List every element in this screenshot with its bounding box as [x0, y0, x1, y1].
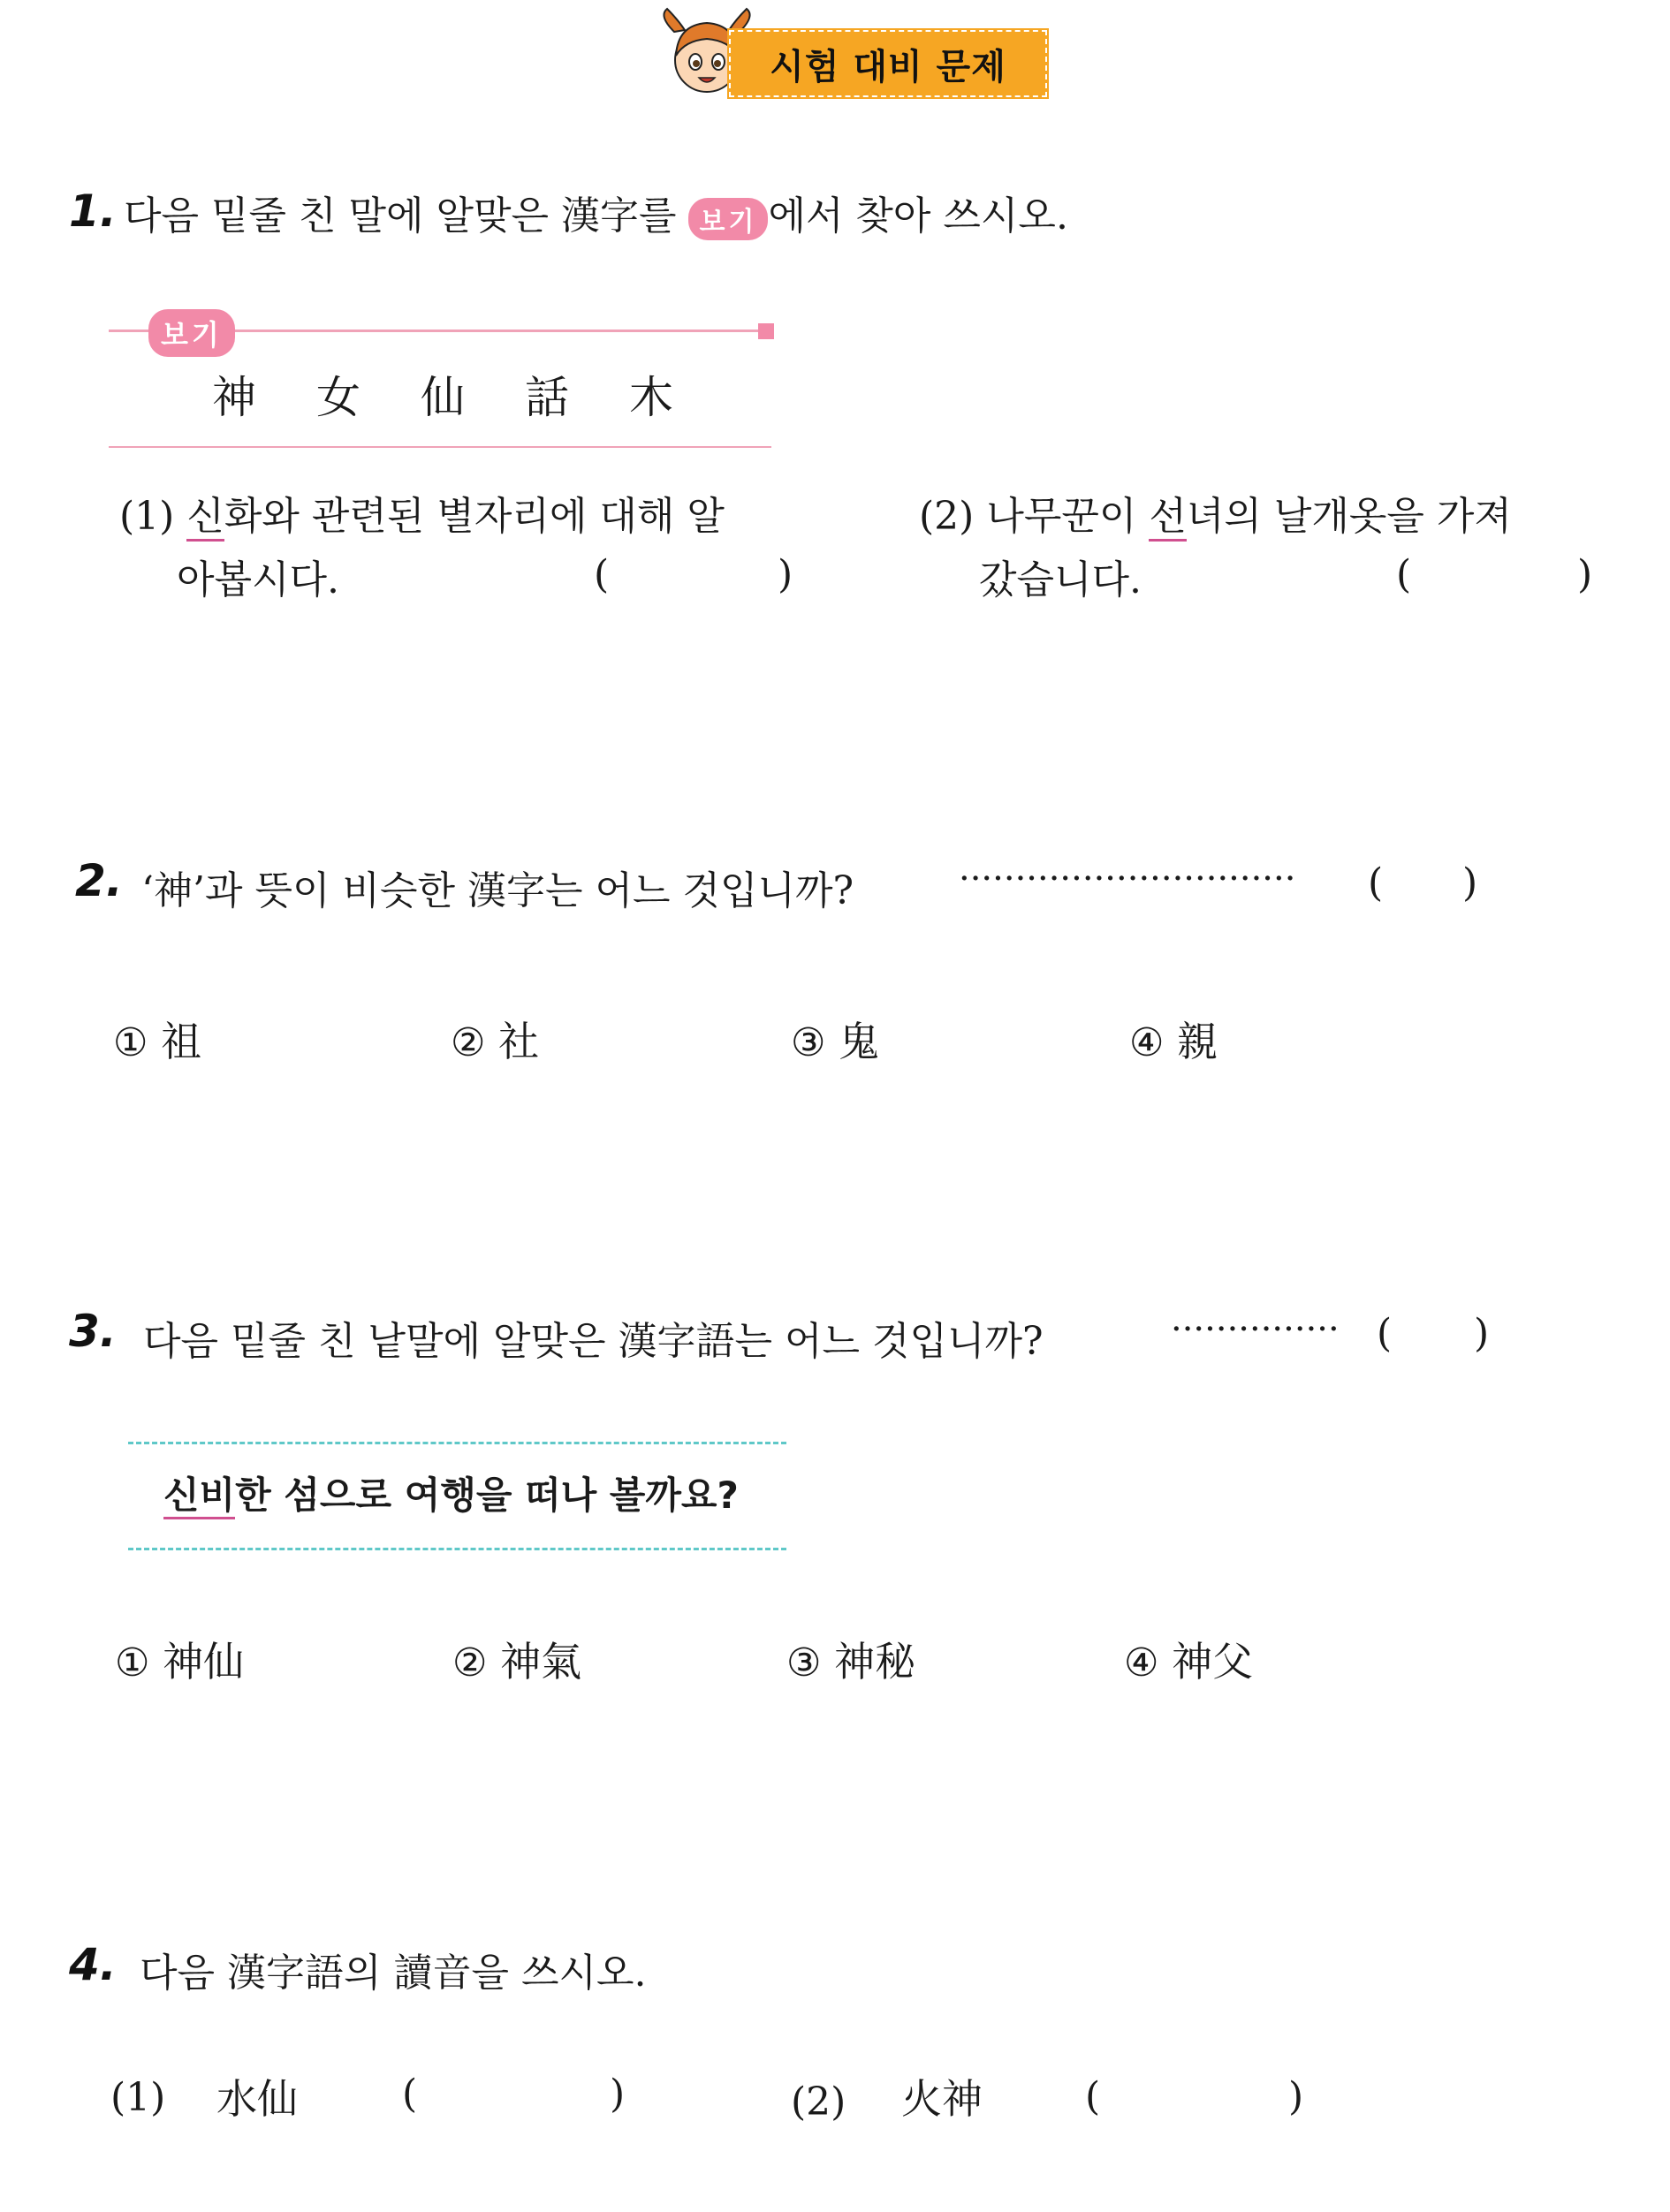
example-box-bottom-line [109, 446, 771, 448]
q1-prompt-before: 다음 밑줄 친 말에 알맞은 漢字를 [124, 193, 689, 239]
q1-item-2-answer-close: ) [1577, 552, 1593, 597]
q2-choice-2-text: 社 [498, 1018, 540, 1065]
q3-sentence-rest: 한 섬으로 여행을 떠나 볼까요? [235, 1473, 739, 1517]
q1-item-1-underlined: 신 [186, 494, 224, 542]
q1-item-1-line2: 아봅시다. [177, 557, 340, 602]
q4-number: 4. [69, 1939, 117, 1990]
q2-leader-dots: ······························ [959, 859, 1296, 899]
example-char: 木 [629, 372, 673, 423]
q1-prompt-after: 에서 찾아 쓰시오. [768, 193, 1068, 239]
q3-choice-3-num: ③ [786, 1640, 822, 1686]
q2-choice-4-text: 親 [1177, 1018, 1218, 1065]
q1-item-1-answer-close: ) [778, 552, 793, 597]
q4-item-2-word: 火神 [901, 2075, 983, 2123]
example-char: 女 [316, 372, 361, 423]
example-box-tag-label: 보기 [148, 309, 235, 357]
q1-item-2-line1-before: 나무꾼이 [986, 494, 1150, 539]
q3-number: 3. [69, 1306, 117, 1357]
q3-answer-open: ( [1377, 1311, 1393, 1356]
q2-choice-4[interactable] [1129, 1010, 1218, 1068]
q2-choice-3-text: 鬼 [839, 1018, 880, 1065]
q1-item-2-line2: 갔습니다. [979, 557, 1142, 602]
q3-choice-4-num: ④ [1124, 1640, 1159, 1686]
q3-choice-2[interactable] [452, 1630, 581, 1688]
q4-item-1-answer-open: ( [402, 2072, 418, 2117]
q3-choice-1-num: ① [115, 1640, 150, 1686]
q3-choice-4[interactable] [1124, 1630, 1253, 1688]
q2-answer-close: ) [1462, 860, 1478, 905]
q4-item-1-answer-close: ) [610, 2072, 626, 2117]
q1-prompt-tag: 보기 [688, 198, 768, 240]
q2-choice-3-num: ③ [791, 1020, 826, 1065]
q3-choice-1[interactable] [115, 1630, 244, 1688]
example-char: 神 [212, 372, 256, 423]
q3-choice-2-num: ② [452, 1640, 488, 1686]
q1-prompt [124, 184, 1068, 240]
q1-item-1-line1: 화와 관련된 별자리에 대해 알 [224, 494, 725, 539]
q2-choice-1-text: 祖 [161, 1018, 202, 1065]
q3-choice-4-text: 神父 [1172, 1638, 1254, 1686]
example-box-tag [148, 309, 235, 357]
q1-item-2-underlined: 선 [1149, 494, 1187, 542]
q1-item-1-label: (1) [119, 494, 175, 539]
q2-number: 2. [75, 855, 123, 906]
q2-choice-1[interactable] [113, 1010, 201, 1068]
q3-answer-close: ) [1474, 1311, 1490, 1356]
header-banner [729, 30, 1047, 97]
q3-sentence-underlined: 신비 [163, 1473, 235, 1519]
q3-leader-dots: ··············· [1171, 1309, 1340, 1350]
q4-item-2-label: (2) [791, 2079, 846, 2125]
q2-choice-2-num: ② [451, 1020, 486, 1065]
example-box-characters [212, 362, 733, 426]
q4-prompt: 다음 漢字語의 讀音을 쓰시오. [140, 1951, 647, 1996]
q1-item-2 [919, 486, 1512, 548]
section-header [658, 7, 1051, 100]
example-box-end-marker [758, 323, 774, 339]
q2-choice-2[interactable] [451, 1010, 539, 1068]
q4-item-2-answer-close: ) [1288, 2074, 1304, 2119]
q2-choice-3[interactable] [791, 1010, 879, 1068]
example-char: 話 [525, 372, 569, 423]
q1-number: 1. [69, 186, 117, 237]
q1-item-2-answer-open: ( [1396, 552, 1412, 597]
q1-item-2-line1: 녀의 날개옷을 가져 [1186, 494, 1512, 539]
q1-item-1-answer-open: ( [594, 552, 610, 597]
q3-prompt: 다음 밑줄 친 낱말에 알맞은 漢字語는 어느 것입니까? [143, 1319, 1044, 1364]
q3-sentence [163, 1466, 739, 1519]
q2-choice-1-num: ① [113, 1020, 148, 1065]
header-title: 시험 대비 문제 [770, 46, 1006, 87]
q3-choice-3-text: 神秘 [834, 1638, 916, 1686]
q3-sentence-top-dashes [128, 1442, 786, 1444]
q1-item-1 [119, 486, 725, 548]
example-char: 仙 [421, 372, 465, 423]
q2-answer-open: ( [1368, 860, 1384, 905]
q3-choice-3[interactable] [786, 1630, 915, 1688]
q1-item-2-label: (2) [919, 494, 975, 539]
q2-choice-4-num: ④ [1129, 1020, 1165, 1065]
q4-item-1-label: (1) [110, 2075, 166, 2120]
q2-prompt: ‘神’과 뜻이 비슷한 漢字는 어느 것입니까? [141, 868, 854, 913]
q4-item-1-word: 水仙 [216, 2075, 298, 2123]
q3-choice-2-text: 神氣 [500, 1638, 582, 1686]
q3-sentence-bottom-dashes [128, 1548, 786, 1550]
q3-choice-1-text: 神仙 [163, 1638, 245, 1686]
q4-item-2-answer-open: ( [1085, 2074, 1101, 2119]
